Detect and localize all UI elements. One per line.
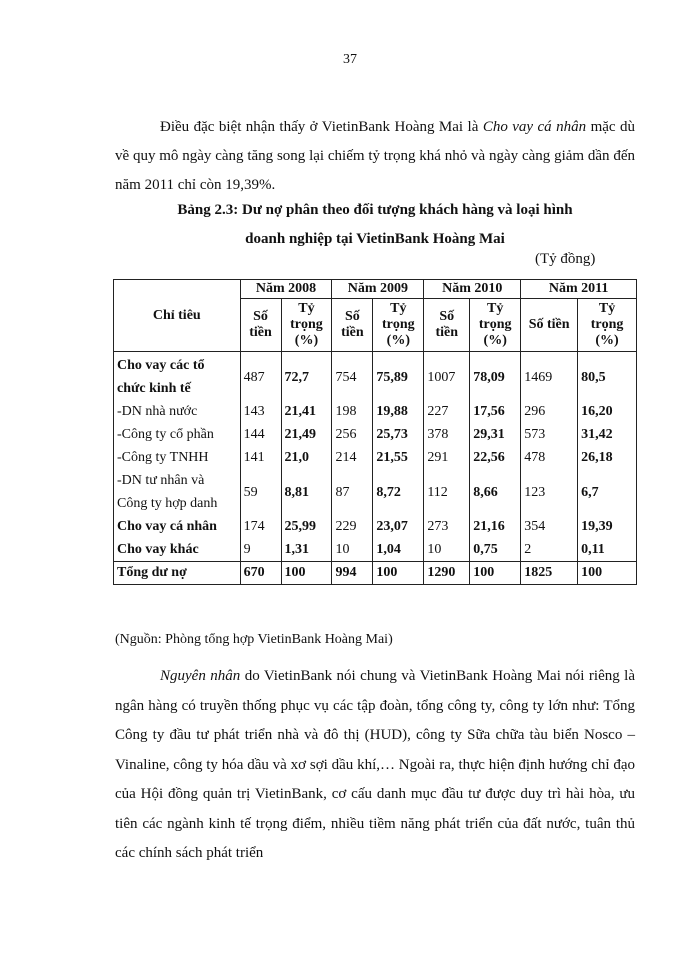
amount-cell: 10 xyxy=(332,538,373,562)
share-cell: 100 xyxy=(373,562,424,585)
amount-cell: 214 xyxy=(332,446,373,469)
unit-label: (Tỷ đồng) xyxy=(535,251,596,267)
share-cell: 25,99 xyxy=(281,515,332,538)
share-cell: 25,73 xyxy=(373,423,424,446)
share-cell: 16,20 xyxy=(578,400,637,423)
amount-cell: 487 xyxy=(240,352,281,401)
share-cell: 19,88 xyxy=(373,400,424,423)
table-row xyxy=(114,469,637,515)
table-row xyxy=(114,352,637,401)
table-row xyxy=(114,400,637,423)
share-subheader: Tỷ trọng (%) xyxy=(373,299,424,352)
share-cell: 23,07 xyxy=(373,515,424,538)
share-cell: 21,49 xyxy=(281,423,332,446)
share-cell: 29,31 xyxy=(470,423,521,446)
share-cell: 8,72 xyxy=(373,469,424,515)
amount-cell: 9 xyxy=(240,538,281,562)
amount-cell: 141 xyxy=(240,446,281,469)
row-label: -DN nhà nước xyxy=(114,400,241,423)
amount-cell: 1290 xyxy=(424,562,470,585)
share-cell: 0,11 xyxy=(578,538,637,562)
amount-cell: 144 xyxy=(240,423,281,446)
intro-text-rest: mặc dù về quy mô ngày càng tăng song lại chiếm tỷ trọng khá nhỏ và ngày càng giảm dần đến năm 2011 chỉ còn 19,39%. xyxy=(115,119,636,193)
year-header: Năm 2010 xyxy=(424,280,521,299)
reason-emphasis: Nguyên nhân xyxy=(160,668,241,684)
year-header: Năm 2011 xyxy=(521,280,637,299)
amount-cell: 378 xyxy=(424,423,470,446)
year-header: Năm 2008 xyxy=(240,280,332,299)
row-label: -Công ty TNHH xyxy=(114,446,241,469)
share-cell: 21,55 xyxy=(373,446,424,469)
criteria-header: Chỉ tiêu xyxy=(114,280,241,352)
share-cell: 80,5 xyxy=(578,352,637,401)
table-row xyxy=(114,423,637,446)
share-cell: 6,7 xyxy=(578,469,637,515)
total-row xyxy=(114,562,637,585)
share-cell: 21,0 xyxy=(281,446,332,469)
amount-cell: 573 xyxy=(521,423,578,446)
amount-subheader: Số tiền xyxy=(521,299,578,352)
intro-paragraph xyxy=(115,113,635,200)
source-note: (Nguồn: Phòng tổng hợp VietinBank Hoàng Mai) xyxy=(115,632,393,647)
share-cell: 21,41 xyxy=(281,400,332,423)
amount-cell: 296 xyxy=(521,400,578,423)
share-cell: 8,81 xyxy=(281,469,332,515)
amount-cell: 2 xyxy=(521,538,578,562)
amount-cell: 1825 xyxy=(521,562,578,585)
table-row xyxy=(114,515,637,538)
amount-cell: 227 xyxy=(424,400,470,423)
row-label: -DN tư nhân và Công ty hợp danh xyxy=(114,469,241,515)
caption-line-2: doanh nghiệp tại VietinBank Hoàng Mai xyxy=(245,231,505,247)
table-row xyxy=(114,538,637,562)
share-cell: 17,56 xyxy=(470,400,521,423)
reason-text: do VietinBank nói chung và VietinBank Hoàng Mai nói riêng là ngân hàng có truyền thống phục vụ các tập đoàn, tổng công ty, công ty lớn như: Tổng Công ty đầu tư phát triển nhà và đô thị (HUD), công ty Sữa chữa tàu biển Nosco – Vinaline, công ty hóa dầu và xơ sợi dầu khí,… Ngoài ra, thực hiện định hướng chỉ đạo của Hội đồng quản trị VietinBank, cơ cấu danh mục đầu tư được duy trì hài hòa, ưu tiên các ngành kinh tế trọng điểm, nhiều tiềm năng phát triển của đất nước, tuân thủ các chính sách phát triển xyxy=(115,668,635,861)
share-cell: 78,09 xyxy=(470,352,521,401)
reason-paragraph xyxy=(115,662,635,869)
amount-cell: 478 xyxy=(521,446,578,469)
amount-cell: 354 xyxy=(521,515,578,538)
share-cell: 100 xyxy=(281,562,332,585)
intro-text-prefix: Điều đặc biệt nhận thấy ở VietinBank Hoàng Mai là xyxy=(160,119,483,135)
share-subheader: Tỷ trọng (%) xyxy=(578,299,637,352)
amount-subheader: Số tiền xyxy=(240,299,281,352)
share-cell: 72,7 xyxy=(281,352,332,401)
amount-cell: 754 xyxy=(332,352,373,401)
amount-cell: 112 xyxy=(424,469,470,515)
share-cell: 31,42 xyxy=(578,423,637,446)
share-cell: 75,89 xyxy=(373,352,424,401)
year-header: Năm 2009 xyxy=(332,280,424,299)
amount-cell: 273 xyxy=(424,515,470,538)
amount-cell: 87 xyxy=(332,469,373,515)
share-cell: 19,39 xyxy=(578,515,637,538)
row-label: Cho vay cá nhân xyxy=(114,515,241,538)
share-cell: 100 xyxy=(470,562,521,585)
amount-cell: 670 xyxy=(240,562,281,585)
share-cell: 1,04 xyxy=(373,538,424,562)
share-cell: 8,66 xyxy=(470,469,521,515)
row-label: Tổng dư nợ xyxy=(114,562,241,585)
share-cell: 26,18 xyxy=(578,446,637,469)
page-number: 37 xyxy=(343,52,357,67)
amount-cell: 10 xyxy=(424,538,470,562)
loan-table xyxy=(113,279,637,585)
amount-cell: 123 xyxy=(521,469,578,515)
amount-cell: 994 xyxy=(332,562,373,585)
row-label: Cho vay các tổ chức kinh tế xyxy=(114,352,241,401)
intro-emphasis: Cho vay cá nhân xyxy=(482,119,587,135)
caption-line-1: Bảng 2.3: Dư nợ phân theo đối tượng khách hàng và loại hình xyxy=(177,202,573,218)
amount-cell: 229 xyxy=(332,515,373,538)
amount-subheader: Số tiền xyxy=(332,299,373,352)
share-cell: 21,16 xyxy=(470,515,521,538)
amount-cell: 198 xyxy=(332,400,373,423)
share-cell: 100 xyxy=(578,562,637,585)
amount-cell: 291 xyxy=(424,446,470,469)
row-label: -Công ty cổ phần xyxy=(114,423,241,446)
share-cell: 0,75 xyxy=(470,538,521,562)
amount-cell: 174 xyxy=(240,515,281,538)
share-subheader: Tỷ trọng (%) xyxy=(470,299,521,352)
row-label: Cho vay khác xyxy=(114,538,241,562)
amount-cell: 256 xyxy=(332,423,373,446)
table-caption xyxy=(115,196,635,254)
amount-cell: 1469 xyxy=(521,352,578,401)
amount-cell: 59 xyxy=(240,469,281,515)
share-subheader: Tỷ trọng (%) xyxy=(281,299,332,352)
amount-subheader: Số tiền xyxy=(424,299,470,352)
amount-cell: 143 xyxy=(240,400,281,423)
share-cell: 22,56 xyxy=(470,446,521,469)
amount-cell: 1007 xyxy=(424,352,470,401)
share-cell: 1,31 xyxy=(281,538,332,562)
table-row xyxy=(114,446,637,469)
